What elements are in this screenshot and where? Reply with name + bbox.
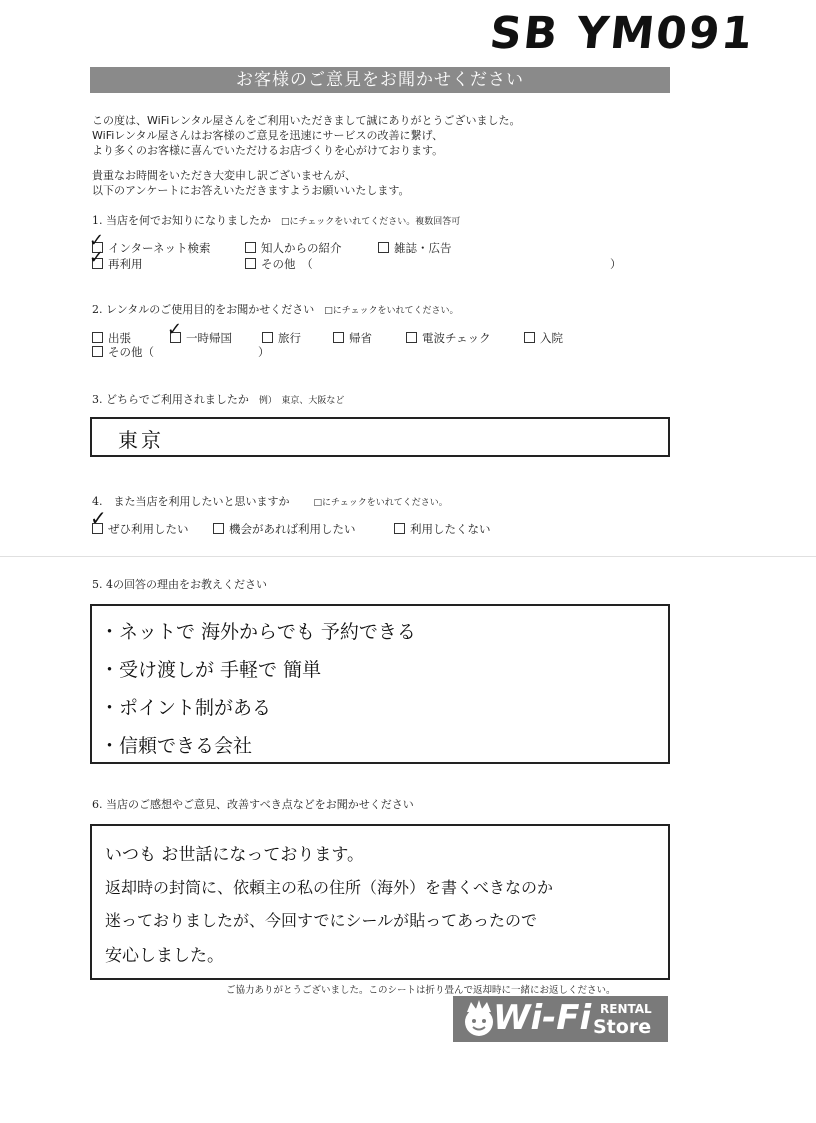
q1-option-magazine[interactable] [378, 240, 452, 256]
q5-label: 5. 4の回答の理由をお教えください [92, 578, 267, 591]
q3-heading [92, 391, 344, 407]
checkbox[interactable] [213, 523, 224, 534]
q6-answer-line-1: いつも お世話になっております。 [105, 845, 365, 865]
q2-label: 2. レンタルのご使用目的をお聞かせください [92, 303, 315, 316]
q1-option-other[interactable] [245, 256, 313, 272]
q1-other-close: ） [610, 257, 622, 271]
checkbox[interactable] [262, 332, 273, 343]
q1-note: □にチェックをいれてください。複数回答可 [281, 217, 461, 227]
logo-store-text: Store [593, 1016, 652, 1038]
checkbox[interactable] [524, 332, 535, 343]
checkbox[interactable] [92, 332, 103, 343]
q6-answer-line-4: 安心しました。 [105, 946, 224, 966]
option-label: 利用したくない [410, 522, 491, 536]
checkbox[interactable] [333, 332, 344, 343]
check-mark-icon: ✓ [89, 230, 105, 251]
option-label: 入院 [540, 331, 563, 345]
footer-thanks: ご協力ありがとうございました。このシートは折り畳んで返却時に一緒にお返しください。 [226, 985, 616, 996]
q6-heading [92, 796, 414, 812]
intro-line-2: WiFiレンタル屋さんはお客様のご意見を迅速にサービスの改善に繋げ、 [92, 129, 444, 142]
checkbox[interactable] [92, 346, 103, 357]
check-mark-icon: ✓ [90, 506, 107, 530]
q2-note: □にチェックをいれてください。 [324, 306, 459, 316]
option-label: 帰省 [349, 331, 372, 345]
intro-line-5: 以下のアンケートにお答えいただきますようお願いいたします。 [92, 184, 410, 197]
option-label: 出張 [108, 331, 131, 345]
q1-option-internet[interactable] [92, 240, 210, 256]
option-label: その他 （ [261, 257, 313, 271]
intro-line-4: 貴重なお時間をいただき大変申し訳ございませんが、 [92, 169, 356, 182]
option-label: 雑誌・広告 [394, 241, 452, 255]
q2-option-signal-check[interactable] [406, 330, 491, 346]
q4-heading [92, 493, 448, 509]
logo-wifi-text: Wi-Fi [493, 998, 592, 1038]
q6-answer-line-3: 迷っておりましたが、今回すでにシールが貼ってあったので [105, 911, 538, 930]
q5-answer-line-3: ・ポイント制がある [100, 697, 272, 719]
q5-heading [92, 576, 267, 592]
q5-answer-line-1: ・ネットで 海外からでも 予約できる [100, 621, 416, 643]
option-label: 電波チェック [422, 331, 491, 345]
q5-answer-line-2: ・受け渡しが 手軽で 簡単 [100, 659, 322, 681]
check-mark-icon: ✓ [167, 319, 183, 340]
option-label: 知人からの紹介 [261, 241, 342, 255]
logo-rental-text: RENTAL [600, 1002, 652, 1016]
q2-option-hospital[interactable] [524, 330, 563, 346]
intro-line-1: この度は、WiFiレンタル屋さんをご利用いただきまして誠にありがとうございました。 [92, 114, 521, 127]
option-label: 機会があれば利用したい [229, 522, 356, 536]
q4-label: 4. また当店を利用したいと思いますか [92, 495, 290, 508]
intro-line-3: より多くのお客様に喜んでいただけるお店づくりを心がけております。 [92, 144, 444, 157]
q4-option-no[interactable] [394, 521, 491, 537]
check-mark-icon: ✓ [89, 247, 105, 268]
handwritten-id: SB YM091 [487, 8, 757, 59]
q2-other-close: ） [258, 345, 270, 359]
q6-label: 6. 当店のご感想やご意見、改善すべき点などをお聞かせください [92, 798, 414, 811]
checkbox[interactable] [245, 242, 256, 253]
option-label: インターネット検索 [108, 241, 211, 255]
option-label: 一時帰国 [186, 331, 232, 345]
option-label: 旅行 [278, 331, 301, 345]
q6-answer-line-2: 返却時の封筒に、依頼主の私の住所（海外）を書くべきなのか [105, 878, 554, 897]
checkbox[interactable] [245, 258, 256, 269]
checkbox[interactable] [378, 242, 389, 253]
q3-answer-box[interactable] [90, 417, 670, 457]
q2-option-visit-home[interactable] [333, 330, 372, 346]
q1-option-friend[interactable] [245, 240, 342, 256]
page-title: お客様のご意見をお聞かせください [90, 67, 670, 93]
fold-line [0, 556, 816, 557]
q5-answer-line-4: ・信頼できる会社 [100, 735, 253, 757]
q3-example: 例） 東京、大阪など [258, 396, 345, 406]
option-label: 再利用 [108, 257, 143, 271]
checkbox[interactable] [406, 332, 417, 343]
q4-note: □にチェックをいれてください。 [313, 498, 448, 508]
wifi-rental-store-logo [453, 996, 668, 1042]
q1-heading [92, 212, 460, 228]
q2-heading [92, 301, 459, 317]
q3-answer: 東京 [118, 428, 164, 452]
q2-option-other[interactable] [92, 344, 154, 360]
q3-label: 3. どちらでご利用されましたか [92, 393, 249, 406]
option-label: ぜひ利用したい [108, 522, 189, 536]
option-label: その他（ [108, 345, 154, 359]
checkbox[interactable] [394, 523, 405, 534]
q4-option-maybe[interactable] [213, 521, 356, 537]
q1-label: 1. 当店を何でお知りになりましたか [92, 214, 271, 227]
